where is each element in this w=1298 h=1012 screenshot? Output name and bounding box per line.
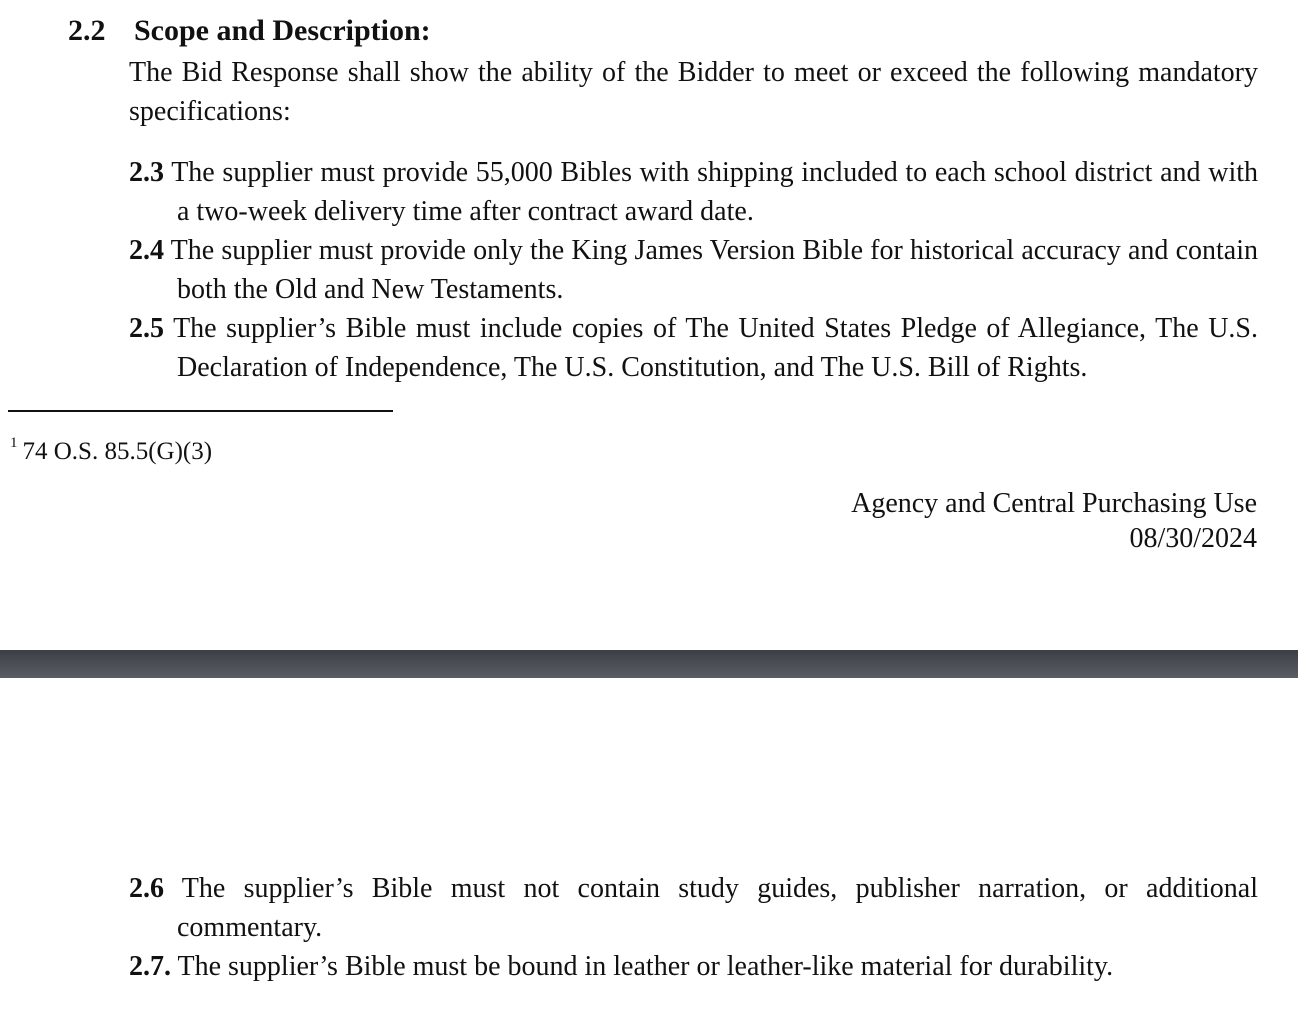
spec-item: [129, 869, 1258, 947]
spec-item: [129, 309, 1258, 387]
section-intro: The Bid Response shall show the ability of the Bidder to meet or exceed the following mandatory specifications:: [129, 57, 1258, 127]
spec-text: The supplier’s Bible must be bound in leather or leather-like material for durability.: [177, 951, 1114, 982]
footer-date: 08/30/2024: [1129, 523, 1257, 554]
spec-list-page-1: [129, 153, 1258, 387]
spec-text: The supplier’s Bible must include copies of The United States Pledge of Allegiance, The U.S. Declaration of Independence, The U.S. Constitution, and The U.S. Bill of Rights.: [173, 313, 1258, 383]
section-title: Scope and Description:: [134, 14, 431, 47]
footnote-divider: [8, 410, 393, 412]
footer-label: Agency and Central Purchasing Use: [851, 488, 1257, 519]
spec-number: 2.3: [129, 157, 164, 188]
footnote: [10, 426, 212, 469]
footnote-marker: 1: [10, 435, 18, 451]
page-separator: [0, 650, 1298, 678]
page-footer: [851, 486, 1257, 556]
footnote-text: 74 O.S. 85.5(G)(3): [22, 438, 213, 465]
section-heading: [68, 10, 431, 52]
spec-number: 2.4: [129, 235, 164, 266]
spec-item: [129, 231, 1258, 309]
spec-text: The supplier’s Bible must not contain study guides, publisher narration, or additional commentary.: [177, 873, 1258, 943]
spec-item: [129, 153, 1258, 231]
spec-number: 2.6: [129, 873, 164, 904]
spec-list-page-2: [129, 869, 1258, 986]
spec-number: 2.5: [129, 313, 164, 344]
section-number: 2.2: [68, 14, 106, 47]
spec-text: The supplier must provide only the King James Version Bible for historical accuracy and contain both the Old and New Testaments.: [170, 235, 1258, 305]
spec-number: 2.7.: [129, 951, 171, 982]
spec-item: [129, 947, 1258, 986]
spec-text: The supplier must provide 55,000 Bibles with shipping included to each school district and with a two-week delivery time after contract award date.: [171, 157, 1259, 227]
